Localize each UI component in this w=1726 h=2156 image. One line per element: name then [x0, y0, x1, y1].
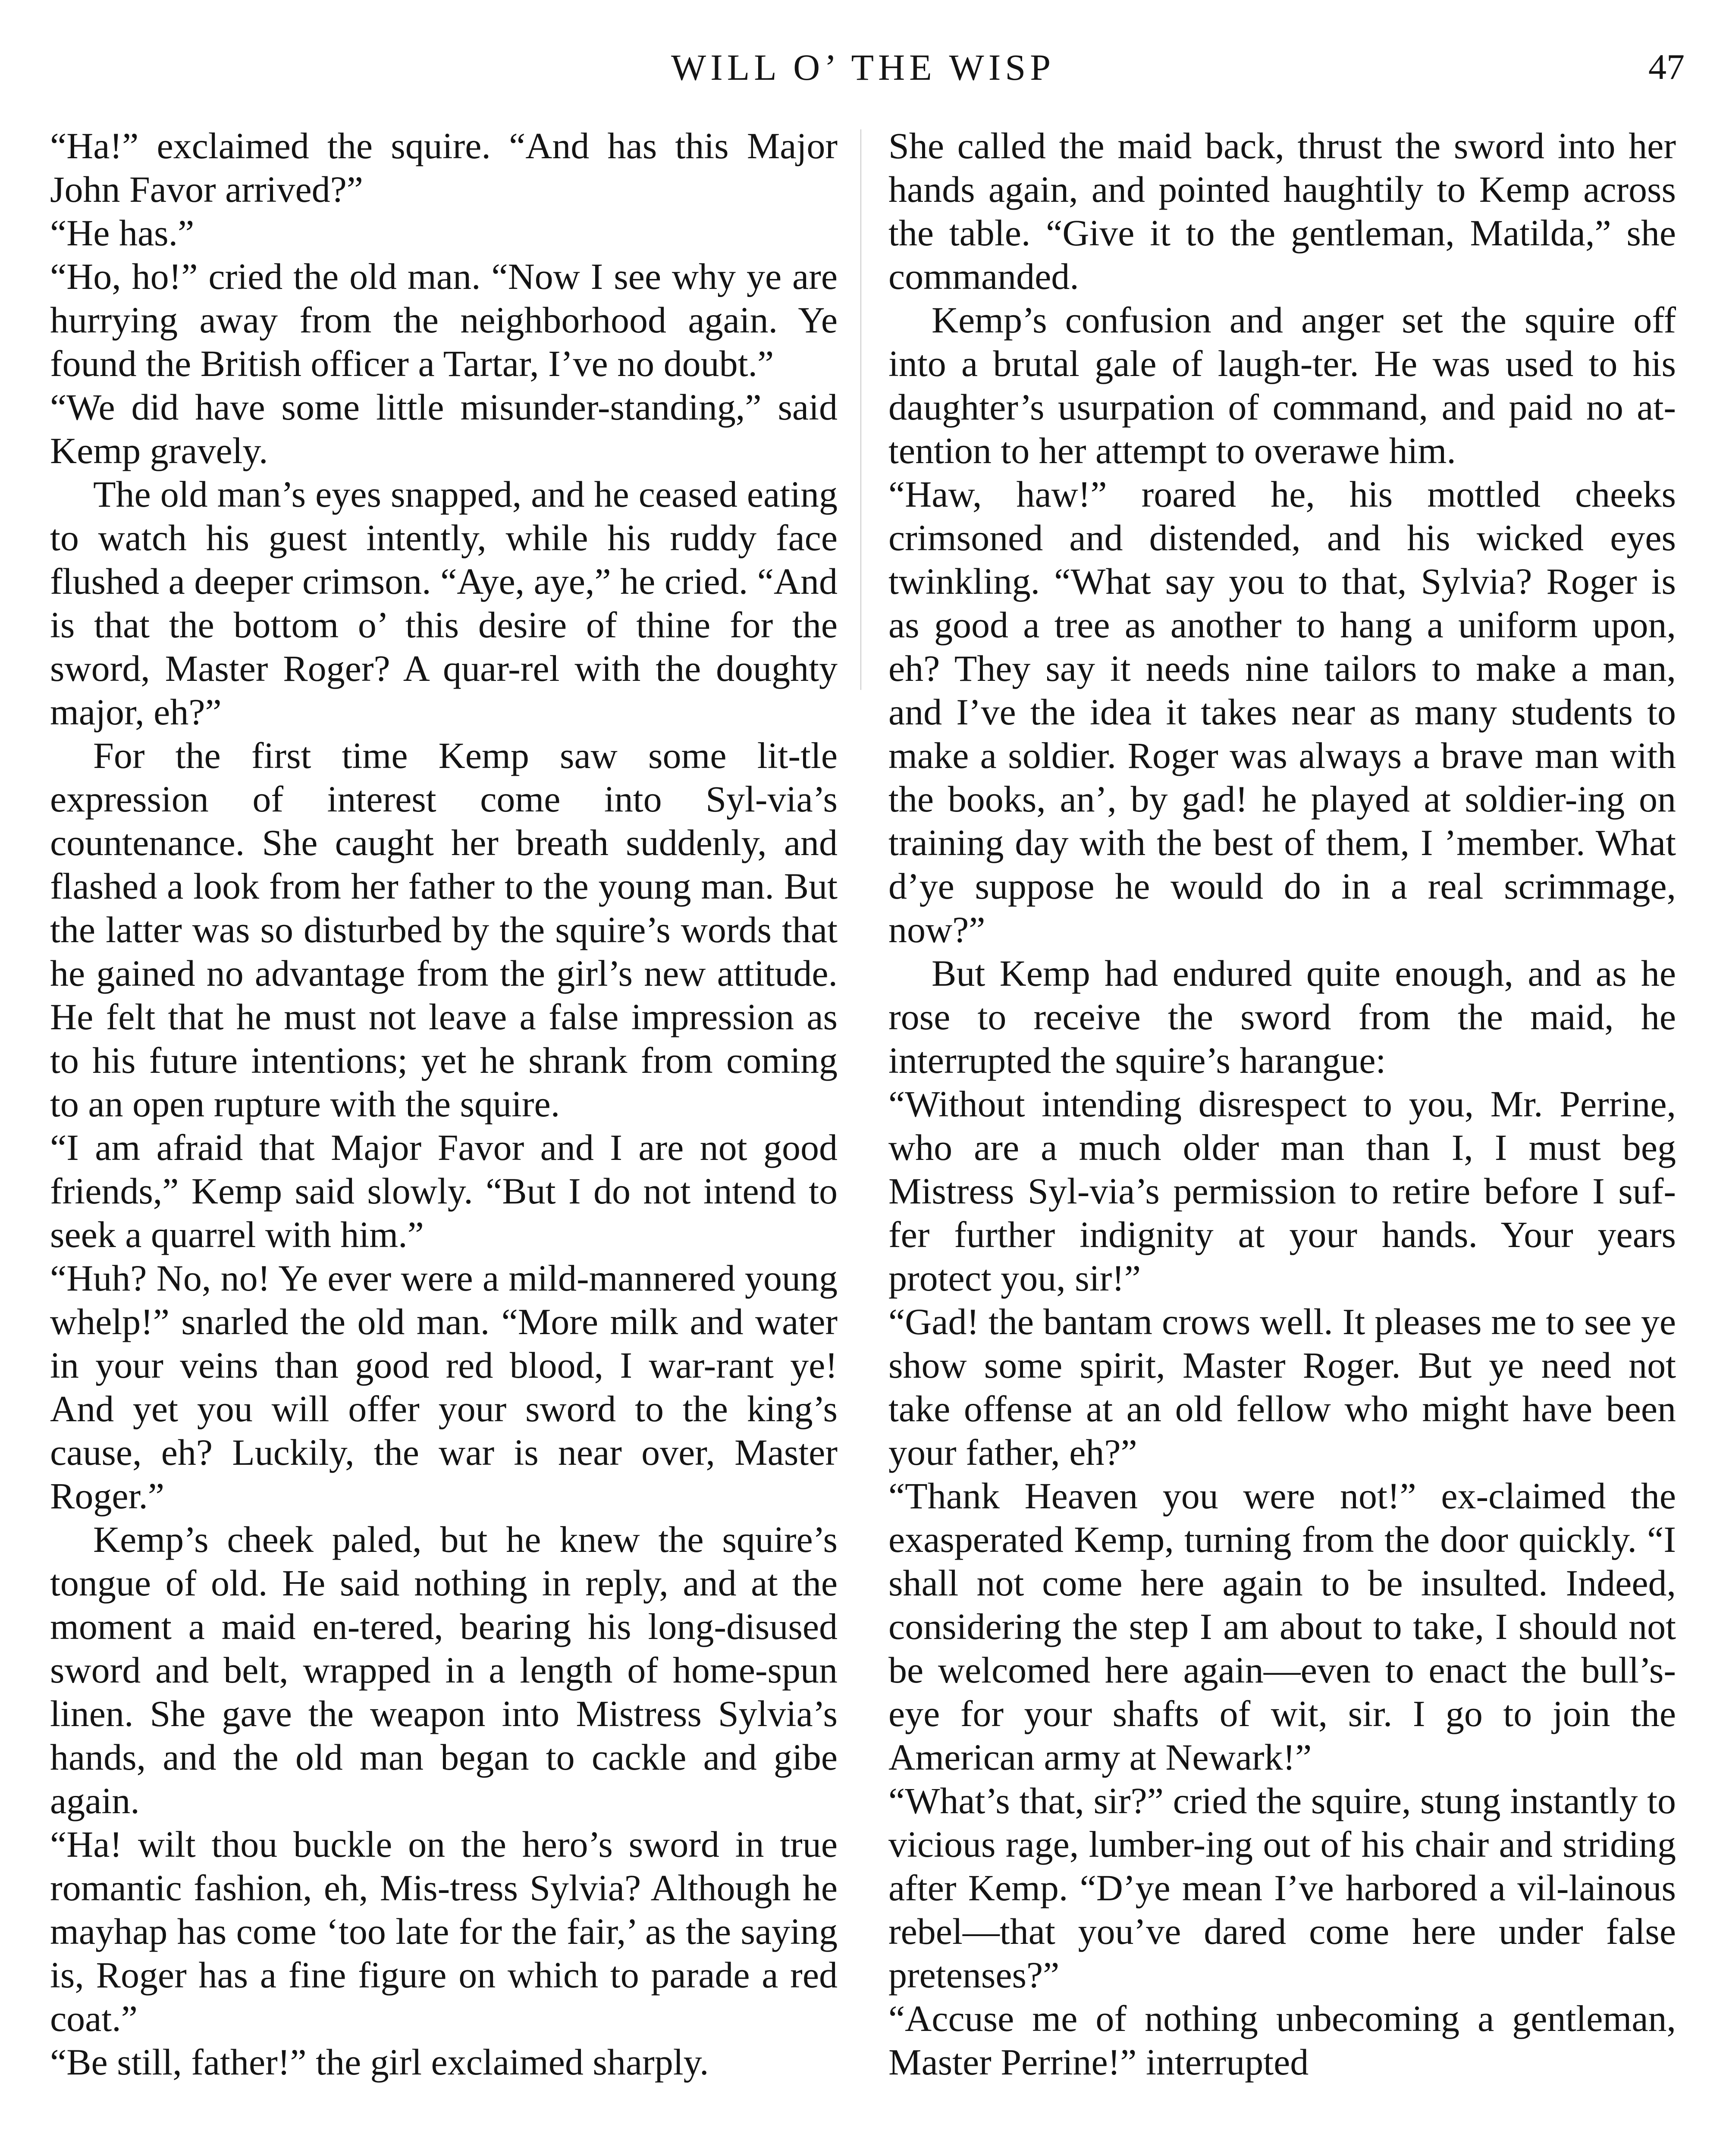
- paragraph: Kemp’s cheek paled, but he knew the squire’s tongue of old. He said nothing in reply, and at the moment a maid en-tered, bearing his long-disused sword and belt, wrapped in a length of home-spun linen. She gave the weapon into Mistress Sylvia’s hands, and the old man began to cackle and gibe again.: [50, 1519, 838, 1821]
- paragraph: The old man’s eyes snapped, and he ceased eating to watch his guest intently, while his ruddy face flushed a deeper crimson. “Aye, aye,” he cried. “And is that the bottom o’ this desire of thine for the sword, Master Roger? A quar-rel with the doughty major, eh?”: [50, 473, 838, 733]
- paragraph: But Kemp had endured quite enough, and as he rose to receive the sword from the maid, he interrupted the squire’s harangue:: [888, 953, 1676, 1081]
- paragraph: “Ha!” exclaimed the squire. “And has this Major John Favor arrived?”: [50, 125, 838, 210]
- left-column: [50, 124, 838, 2156]
- paragraph: “Without intending disrespect to you, Mr. Perrine, who are a much older man than I, I must beg Mistress Syl-via’s permission to retire before I suf-fer further indignity at your hands. Your years protect you, sir!”: [888, 1083, 1676, 1299]
- paragraph: “Ha! wilt thou buckle on the hero’s sword in true romantic fashion, eh, Mis-tress Sylvia? Although he mayhap has come ‘too late for the fair,’ as the saying is, Roger has a fine figure on which to parade a red coat.”: [50, 1824, 838, 2039]
- paragraph: Kemp’s confusion and anger set the squire off into a brutal gale of laugh-ter. He was used to his daughter’s usurpation of command, and paid no at-tention to her attempt to overawe him.: [888, 299, 1676, 471]
- paragraph: “Thank Heaven you were not!” ex-claimed the exasperated Kemp, turning from the door quickly. “I shall not come here again to be insulted. Indeed, considering the step I am about to take, I should not be welcomed here again—even to enact the bull’s-eye for your shafts of wit, sir. I go to join the American army at Newark!”: [888, 1475, 1676, 1778]
- paragraph: “Accuse me of nothing unbecoming a gentleman, Master Perrine!” interrupted: [888, 1998, 1676, 2083]
- paragraph: “I am afraid that Major Favor and I are not good friends,” Kemp said slowly. “But I do not intend to seek a quarrel with him.”: [50, 1127, 838, 1255]
- page-header: [0, 41, 1726, 93]
- running-title: WILL O’ THE WISP: [671, 47, 1055, 88]
- paragraph: “Be still, father!” the girl exclaimed sharply.: [50, 2041, 709, 2083]
- paragraph: For the first time Kemp saw some lit-tle expression of interest come into Syl-via’s countenance. She caught her breath suddenly, and flashed a look from her father to the young man. But the latter was so disturbed by the squire’s words that he gained no advantage from the girl’s new attitude. He felt that he must not leave a false impression as to his future intentions; yet he shrank from coming to an open rupture with the squire.: [50, 735, 838, 1125]
- paragraph: “We did have some little misunder-standing,” said Kemp gravely.: [50, 386, 838, 471]
- paragraph: “He has.”: [50, 212, 195, 254]
- paragraph: “What’s that, sir?” cried the squire, stung instantly to vicious rage, lumber-ing out of his chair and striding after Kemp. “D’ye mean I’ve harbored a vil-lainous rebel—that you’ve dared come here under false pretenses?”: [888, 1780, 1676, 1996]
- paragraph: “Ho, ho!” cried the old man. “Now I see why ye are hurrying away from the neighborhood again. Ye found the British officer a Tartar, I’ve no doubt.”: [50, 256, 838, 384]
- page-number: 47: [1648, 47, 1685, 87]
- paragraph: “Gad! the bantam crows well. It pleases me to see ye show some spirit, Master Roger. But ye need not take offense at an old fellow who might have been your father, eh?”: [888, 1301, 1676, 1473]
- paragraph: “Haw, haw!” roared he, his mottled cheeks crimsoned and distended, and his wicked eyes twinkling. “What say you to that, Sylvia? Roger is as good a tree as another to hang a uniform upon, eh? They say it needs nine tailors to make a man, and I’ve the idea it takes near as many students to make a soldier. Roger was always a brave man with the books, an’, by gad! he played at soldier-ing on training day with the best of them, I ’member. What d’ye suppose he would do in a real scrimmage, now?”: [888, 473, 1676, 950]
- paragraph: “Huh? No, no! Ye ever were a mild-mannered young whelp!” snarled the old man. “More milk and water in your veins than good red blood, I war-rant ye! And yet you will offer your sword to the king’s cause, eh? Luckily, the war is near over, Master Roger.”: [50, 1257, 838, 1517]
- column-divider: [860, 129, 861, 690]
- paragraph: She called the maid back, thrust the sword into her hands again, and pointed haughtily to Kemp across the table. “Give it to the gentleman, Matilda,” she commanded.: [888, 125, 1676, 297]
- right-column: [888, 124, 1676, 2156]
